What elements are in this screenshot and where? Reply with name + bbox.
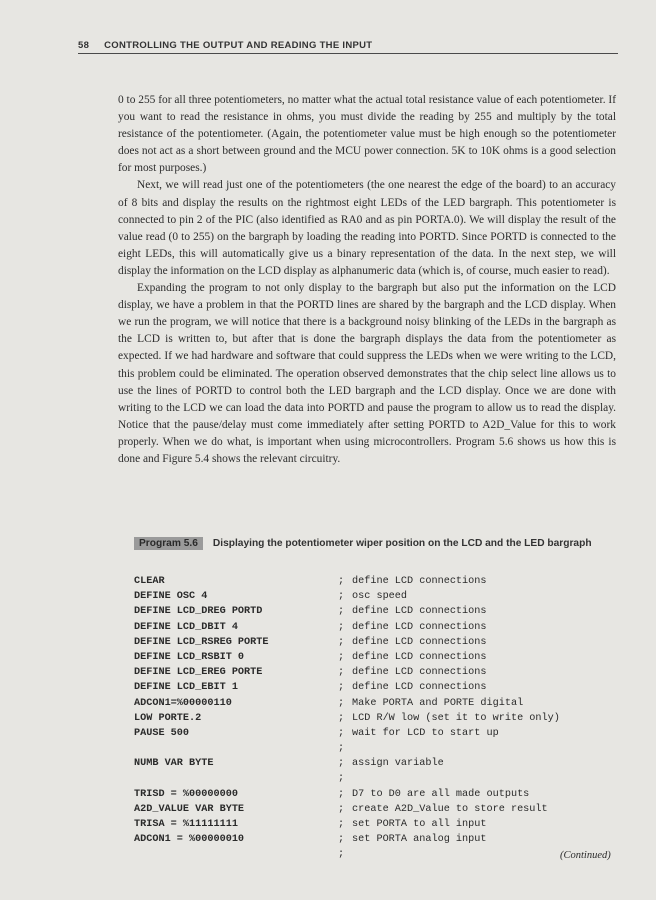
code-comment: define LCD connections [352,621,487,633]
comment-separator: ; [338,576,345,587]
comment-separator: ; [338,819,345,830]
comment-separator: ; [338,849,345,861]
code-line [134,680,624,695]
comment-separator: ; [338,697,345,709]
code-line [134,665,624,680]
code-statement: LOW PORTE.2 [134,712,202,724]
running-title: CONTROLLING THE OUTPUT AND READING THE INPUT [104,40,373,51]
code-line [134,620,624,635]
comment-separator: ; [338,743,345,755]
program-caption [134,537,620,551]
code-comment: D7 to D0 are all made outputs [352,788,530,800]
page-number: 58 [78,40,90,51]
code-statement: A2D_VALUE VAR BYTE [134,803,245,815]
code-statement: PAUSE 500 [134,727,190,739]
continued-label: (Continued) [560,850,611,861]
comment-separator: ; [338,788,345,800]
body-text [118,92,616,468]
code-comment: LCD R/W low (set it to write only) [352,712,560,724]
code-line [134,817,624,832]
code-comment: osc speed [352,591,408,603]
code-line [134,711,624,726]
code-statement: DEFINE LCD_RSREG PORTE [134,636,269,648]
code-line [134,726,624,741]
code-line [134,741,624,756]
comment-separator: ; [338,773,345,785]
code-line [134,574,624,589]
comment-separator: ; [338,803,345,815]
code-line [134,802,624,817]
code-line [134,650,624,665]
code-statement: NUMB VAR BYTE [134,758,214,770]
code-listing [134,574,624,863]
code-comment: define LCD connections [352,667,487,679]
code-line [134,847,624,862]
comment-separator: ; [338,636,345,648]
running-header [78,40,618,54]
code-statement: DEFINE LCD_DBIT 4 [134,621,238,633]
code-line [134,771,624,786]
code-line [134,787,624,802]
code-statement: DEFINE OSC 4 [134,591,208,603]
code-line [134,696,624,711]
code-statement: TRISD = %00000000 [134,788,238,800]
code-statement: DEFINE LCD_DREG PORTD [134,606,263,618]
code-statement: DEFINE LCD_RSBIT 0 [134,651,245,663]
code-line [134,635,624,650]
paragraph: Expanding the program to not only display to the bargraph but also put the information on the LCD display, we have a problem in that the PORTD lines are shared by the bargraph and the LCD display. When we run the program, we will notice that there is a background noisy blinking of the LEDs in the bargraph as the LCD is written to, but after that is done the bargraph displays the data from the potentiometer as expected. If we had hardware and software that could suppress the LEDs when we were writing to the LCD, this problem could be eliminated. The operation observed demonstrates that the chip select line allows us to use the lines of PORTD to control both the LED bargraph and the LCD display. Once we are done with writing to the LCD we can load the data into PORTD and pause the program to allow us to read the display. Notice that the pause/delay must come immediately after setting PORTD to A2D_Value for this to work properly. When we do what, is important when using microcontrollers. Program 5.6 shows us how this is done and Figure 5.4 shows the relevant circuitry. [118,282,616,465]
code-comment: set PORTA to all input [352,819,487,830]
code-comment: define LCD connections [352,682,487,694]
paragraph: 0 to 255 for all three potentiometers, no matter what the actual total resistance value of each potentiometer. If you want to read the resistance in ohms, you must divide the reading by 255 and multiply by the total resistance of the potentiometer. (Again, the potentiometer value must be high enough so the potentiometer does not act as a short between ground and the MCU power connection. 5K to 10K ohms is a good selection for most purposes.) [118,94,616,175]
code-comment: define LCD connections [352,651,487,663]
comment-separator: ; [338,758,345,770]
code-statement: DEFINE LCD_EREG PORTE [134,667,263,679]
program-label: Program 5.6 [134,537,203,550]
code-statement: TRISA = %11111111 [134,819,238,830]
code-line [134,832,624,847]
program-title: Displaying the potentiometer wiper position on the LCD and the LED bargraph [212,538,592,549]
comment-separator: ; [338,682,345,694]
code-comment: define LCD connections [352,606,487,618]
comment-separator: ; [338,834,345,846]
paragraph: Next, we will read just one of the potentiometers (the one nearest the edge of the board) to an accuracy of 8 bits and display the results on the rightmost eight LEDs of the LED bargraph. This potentiometer is connected to pin 2 of the PIC (also identified as RA0 and as pin PORTA.0). We will display the result of the value read (0 to 255) on the bargraph by loading the reading into PORTD. Since PORTD is connected to the eight LEDs, this will automatically give us a binary representation of the data. In the next step, we will display the information on the LCD display as alphanumeric data (which is, of course, much easier to read). [118,179,616,277]
code-statement: DEFINE LCD_EBIT 1 [134,682,238,694]
code-statement: CLEAR [134,576,165,587]
code-line [134,604,624,619]
code-comment: define LCD connections [352,636,487,648]
code-line [134,589,624,604]
code-comment: create A2D_Value to store result [352,803,548,815]
comment-separator: ; [338,727,345,739]
code-comment: assign variable [352,758,444,770]
code-line [134,756,624,771]
comment-separator: ; [338,591,345,603]
comment-separator: ; [338,712,345,724]
code-comment: wait for LCD to start up [352,727,499,739]
comment-separator: ; [338,651,345,663]
code-comment: Make PORTA and PORTE digital [352,697,524,709]
comment-separator: ; [338,621,345,633]
comment-separator: ; [338,667,345,679]
code-statement: ADCON1=%00000110 [134,697,232,709]
comment-separator: ; [338,606,345,618]
code-comment: define LCD connections [352,576,487,587]
code-comment: set PORTA analog input [352,834,487,846]
code-statement: ADCON1 = %00000010 [134,834,245,846]
